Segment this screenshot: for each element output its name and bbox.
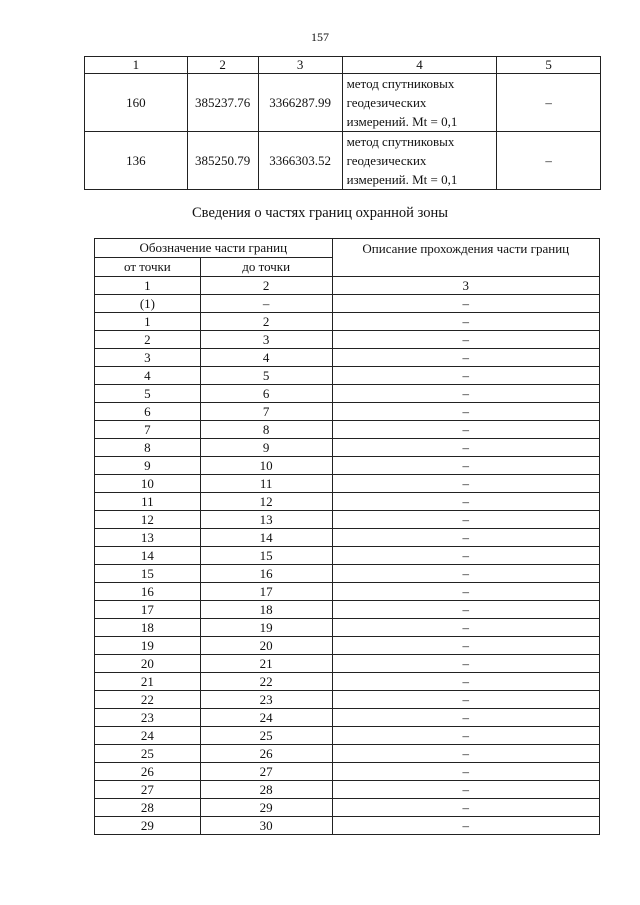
from-point-cell: 22 xyxy=(95,691,201,709)
from-point-cell: 23 xyxy=(95,709,201,727)
to-point-cell: – xyxy=(200,295,332,313)
to-point-cell: 20 xyxy=(200,637,332,655)
designation-header: Обозначение части границ xyxy=(95,239,333,258)
to-point-cell: 7 xyxy=(200,403,332,421)
description-cell: – xyxy=(332,295,599,313)
to-point-cell: 2 xyxy=(200,313,332,331)
description-cell: – xyxy=(332,709,599,727)
description-cell: – xyxy=(332,511,599,529)
y-cell: 3366287.99 xyxy=(258,74,342,132)
point-cell: 136 xyxy=(85,132,188,190)
description-cell: – xyxy=(332,385,599,403)
from-point-cell: 28 xyxy=(95,799,201,817)
point-cell: 160 xyxy=(85,74,188,132)
description-cell: – xyxy=(332,313,599,331)
method-line: метод спутниковых xyxy=(346,134,455,149)
method-line: измерений. Mt = 0,1 xyxy=(346,114,458,129)
description-cell: – xyxy=(332,727,599,745)
description-cell: – xyxy=(332,619,599,637)
table-row xyxy=(95,763,600,781)
to-point-cell: 13 xyxy=(200,511,332,529)
from-point-cell: 16 xyxy=(95,583,201,601)
table-row xyxy=(95,439,600,457)
to-point-cell: 25 xyxy=(200,727,332,745)
section-title: Сведения о частях границ охранной зоны xyxy=(192,205,448,221)
table-row xyxy=(95,511,600,529)
from-point-cell: 3 xyxy=(95,349,201,367)
table-row xyxy=(95,727,600,745)
from-point-cell: 14 xyxy=(95,547,201,565)
table-row xyxy=(95,349,600,367)
description-cell: – xyxy=(332,601,599,619)
from-point-cell: 24 xyxy=(95,727,201,745)
method-line: геодезических xyxy=(346,95,427,110)
table-row xyxy=(95,601,600,619)
to-point-cell: 19 xyxy=(200,619,332,637)
description-cell: – xyxy=(332,781,599,799)
table-row xyxy=(95,295,600,313)
description-cell: – xyxy=(332,763,599,781)
to-point-header: до точки xyxy=(200,258,332,277)
table-row xyxy=(95,637,600,655)
from-point-cell: 6 xyxy=(95,403,201,421)
table-row xyxy=(95,457,600,475)
header-cell: 1 xyxy=(85,57,188,74)
to-point-cell: 24 xyxy=(200,709,332,727)
parts-header-row xyxy=(95,239,600,258)
description-cell: – xyxy=(332,439,599,457)
table-row xyxy=(85,74,601,132)
description-cell: – xyxy=(332,565,599,583)
table-row xyxy=(85,132,601,190)
to-point-cell: 3 xyxy=(200,331,332,349)
to-point-cell: 29 xyxy=(200,799,332,817)
from-point-cell: 5 xyxy=(95,385,201,403)
method-cell xyxy=(342,74,497,132)
table-row xyxy=(95,547,600,565)
to-point-cell: 28 xyxy=(200,781,332,799)
table-row xyxy=(95,367,600,385)
description-cell: – xyxy=(332,349,599,367)
column-number-cell: 3 xyxy=(332,277,599,295)
x-cell: 385250.79 xyxy=(187,132,258,190)
description-cell: – xyxy=(332,673,599,691)
header-cell: 2 xyxy=(187,57,258,74)
description-cell: – xyxy=(332,421,599,439)
table-row xyxy=(95,529,600,547)
boundary-parts-table xyxy=(94,238,600,835)
table-row xyxy=(95,673,600,691)
table-row xyxy=(95,691,600,709)
description-cell: – xyxy=(332,331,599,349)
description-cell: – xyxy=(332,745,599,763)
description-cell: – xyxy=(332,583,599,601)
to-point-cell: 15 xyxy=(200,547,332,565)
table-row xyxy=(95,583,600,601)
from-point-cell: 25 xyxy=(95,745,201,763)
table-row xyxy=(95,565,600,583)
to-point-cell: 8 xyxy=(200,421,332,439)
x-cell: 385237.76 xyxy=(187,74,258,132)
to-point-cell: 26 xyxy=(200,745,332,763)
description-cell: – xyxy=(332,475,599,493)
from-point-cell: 1 xyxy=(95,313,201,331)
from-point-cell: 17 xyxy=(95,601,201,619)
from-point-cell: 15 xyxy=(95,565,201,583)
table-row xyxy=(95,493,600,511)
table-row xyxy=(95,331,600,349)
y-cell: 3366303.52 xyxy=(258,132,342,190)
table-row xyxy=(95,619,600,637)
to-point-cell: 27 xyxy=(200,763,332,781)
from-point-cell: 19 xyxy=(95,637,201,655)
description-cell: – xyxy=(332,457,599,475)
to-point-cell: 16 xyxy=(200,565,332,583)
table-row xyxy=(95,745,600,763)
description-cell: – xyxy=(332,637,599,655)
to-point-cell: 30 xyxy=(200,817,332,835)
col5-cell: – xyxy=(497,132,601,190)
from-point-cell: 20 xyxy=(95,655,201,673)
description-cell: – xyxy=(332,817,599,835)
to-point-cell: 22 xyxy=(200,673,332,691)
column-number-cell: 1 xyxy=(95,277,201,295)
to-point-cell: 11 xyxy=(200,475,332,493)
from-point-cell: 29 xyxy=(95,817,201,835)
from-point-cell: 7 xyxy=(95,421,201,439)
description-cell: – xyxy=(332,547,599,565)
header-cell: 4 xyxy=(342,57,497,74)
from-point-cell: (1) xyxy=(95,295,201,313)
table-row xyxy=(95,313,600,331)
description-cell: – xyxy=(332,655,599,673)
column-number-row xyxy=(95,277,600,295)
from-point-cell: 12 xyxy=(95,511,201,529)
to-point-cell: 17 xyxy=(200,583,332,601)
description-cell: – xyxy=(332,403,599,421)
coordinates-header-row xyxy=(85,57,601,74)
coordinates-table xyxy=(84,56,601,190)
from-point-cell: 8 xyxy=(95,439,201,457)
method-line: метод спутниковых xyxy=(346,76,455,91)
to-point-cell: 5 xyxy=(200,367,332,385)
from-point-cell: 21 xyxy=(95,673,201,691)
to-point-cell: 6 xyxy=(200,385,332,403)
description-header: Описание прохождения части границ xyxy=(332,239,599,277)
description-cell: – xyxy=(332,367,599,385)
from-point-cell: 26 xyxy=(95,763,201,781)
from-point-cell: 27 xyxy=(95,781,201,799)
to-point-cell: 12 xyxy=(200,493,332,511)
page-number: 157 xyxy=(311,30,329,44)
from-point-cell: 11 xyxy=(95,493,201,511)
description-cell: – xyxy=(332,529,599,547)
to-point-cell: 18 xyxy=(200,601,332,619)
from-point-header: от точки xyxy=(95,258,201,277)
to-point-cell: 4 xyxy=(200,349,332,367)
to-point-cell: 21 xyxy=(200,655,332,673)
table-row xyxy=(95,781,600,799)
table-row xyxy=(95,421,600,439)
to-point-cell: 9 xyxy=(200,439,332,457)
to-point-cell: 10 xyxy=(200,457,332,475)
from-point-cell: 9 xyxy=(95,457,201,475)
method-line: геодезических xyxy=(346,153,427,168)
table-row xyxy=(95,799,600,817)
description-cell: – xyxy=(332,799,599,817)
header-cell: 5 xyxy=(497,57,601,74)
table-row xyxy=(95,709,600,727)
method-cell xyxy=(342,132,497,190)
col5-cell: – xyxy=(497,74,601,132)
description-cell: – xyxy=(332,691,599,709)
from-point-cell: 4 xyxy=(95,367,201,385)
header-cell: 3 xyxy=(258,57,342,74)
from-point-cell: 18 xyxy=(95,619,201,637)
table-row xyxy=(95,655,600,673)
from-point-cell: 10 xyxy=(95,475,201,493)
from-point-cell: 13 xyxy=(95,529,201,547)
to-point-cell: 14 xyxy=(200,529,332,547)
table-row xyxy=(95,385,600,403)
column-number-cell: 2 xyxy=(200,277,332,295)
method-line: измерений. Mt = 0,1 xyxy=(346,172,458,187)
table-row xyxy=(95,403,600,421)
table-row xyxy=(95,817,600,835)
table-row xyxy=(95,475,600,493)
from-point-cell: 2 xyxy=(95,331,201,349)
to-point-cell: 23 xyxy=(200,691,332,709)
description-cell: – xyxy=(332,493,599,511)
